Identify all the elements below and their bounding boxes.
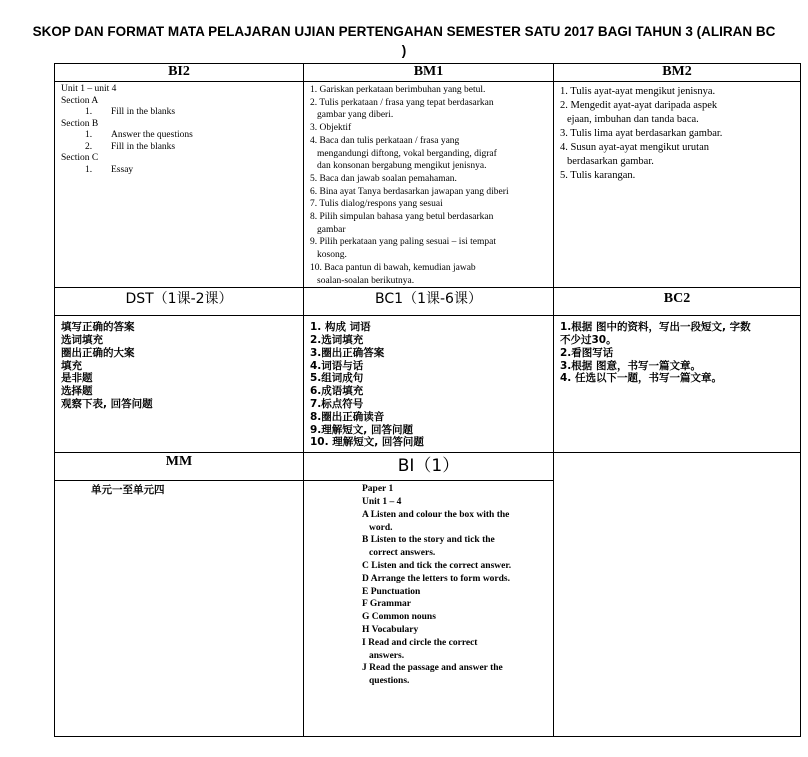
- bc1-line: 7.标点符号: [310, 398, 364, 411]
- dst-line: 选择题: [61, 385, 93, 398]
- cell-mm: [55, 481, 304, 737]
- bm2-line: 1. Tulis ayat-ayat mengikut jenisnya.: [560, 86, 716, 97]
- title-line-1: SKOP DAN FORMAT MATA PELAJARAN UJIAN PERTENGAHAN SEMESTER SATU 2017 BAGI TAHUN 3 (ALIRAN BC: [32, 24, 776, 39]
- bm1-line: kosong.: [317, 250, 347, 261]
- bc1-line: 6.成语填充: [310, 385, 364, 398]
- bi1-line: G Common nouns: [362, 612, 436, 623]
- dst-line: 选词填充: [61, 334, 103, 347]
- bc1-line: 8.圈出正确读音: [310, 410, 385, 423]
- bm2-line: 4. Susun ayat-ayat mengikut urutan: [560, 142, 710, 153]
- dst-line: 观察下表, 回答问题: [61, 398, 153, 411]
- bi2-section-a: Section A: [61, 95, 99, 106]
- bm1-line: 3. Objektif: [310, 123, 352, 134]
- mm-text: 单元一至单元四: [91, 484, 165, 497]
- bc2-line: 不少过30。: [560, 334, 617, 347]
- bc1-line: 10. 理解短文, 回答问题: [310, 436, 424, 449]
- title-line-2: ): [401, 43, 407, 58]
- bc1-line: 1. 构成 词语: [310, 321, 371, 334]
- bc2-line: 1.根据 图中的资料，写出一段短文, 字数: [560, 321, 751, 334]
- bc1-line: 9.理解短文, 回答问题: [310, 423, 413, 436]
- bi1-line: Paper 1: [362, 484, 394, 495]
- bi2-item: 1. Fill in the blanks: [85, 107, 176, 117]
- bi2-unit: Unit 1 – unit 4: [61, 84, 117, 94]
- bc1-line: 4.词语与话: [310, 359, 364, 372]
- bm1-line: 9. Pilih perkataan yang paling sesuai – isi tempat: [310, 237, 497, 248]
- header-bi2: BI2: [55, 64, 304, 82]
- bi1-line: C Listen and tick the correct answer.: [362, 561, 512, 572]
- bm2-line: ejaan, imbuhan dan tanda baca.: [567, 114, 699, 125]
- dst-line: 圈出正确的大案: [61, 346, 135, 359]
- bc1-line: 5.组词成句: [310, 372, 364, 385]
- bm1-line: 4. Baca dan tulis perkataan / frasa yang: [310, 135, 460, 146]
- bi2-section-b: Section B: [61, 118, 99, 129]
- bm1-line: dan konsonan bergabung mengikut jenisnya.: [317, 161, 487, 172]
- bm2-line: berdasarkan gambar.: [567, 156, 654, 167]
- bm1-line: soalan-soalan berikutnya.: [317, 275, 415, 286]
- bc2-line: 3.根据 图意，书写一篇文章。: [560, 359, 701, 372]
- cell-bi1: [304, 481, 554, 737]
- bm1-line: 6. Bina ayat Tanya berdasarkan jawapan yang diberi: [310, 186, 509, 197]
- bi1-line: Unit 1 – 4: [362, 497, 402, 508]
- bi1-line: H Vocabulary: [362, 625, 419, 636]
- header-bm2: BM2: [554, 64, 801, 82]
- bm1-line: 2. Tulis perkataan / frasa yang tepat berdasarkan: [310, 97, 494, 108]
- header-dst: DST（1课-2课）: [55, 288, 304, 316]
- cell-bm2: [554, 82, 801, 288]
- cell-bc2: [554, 316, 801, 453]
- dst-line: 填充: [61, 359, 82, 372]
- bm2-line: 3. Tulis lima ayat berdasarkan gambar.: [560, 128, 723, 139]
- bm1-line: gambar: [317, 224, 346, 235]
- bi1-line: answers.: [369, 650, 405, 661]
- header-bm1: BM1: [304, 64, 554, 82]
- cell-empty: [554, 453, 801, 737]
- bi1-line: D Arrange the letters to form words.: [362, 573, 510, 584]
- dst-line: 是非题: [61, 372, 93, 385]
- bc1-line: 3.圈出正确答案: [310, 346, 385, 359]
- bm2-line: 5. Tulis karangan.: [560, 170, 636, 181]
- bm1-line: 7. Tulis dialog/respons yang sesuai: [310, 199, 443, 210]
- bi1-line: I Read and circle the correct: [362, 637, 478, 648]
- header-bc1: BC1（1课-6课）: [304, 288, 554, 316]
- bi1-line: questions.: [369, 676, 410, 687]
- bm1-line: mengandungi diftong, vokal berganding, digraf: [317, 148, 497, 159]
- bm1-line: gambar yang diberi.: [317, 110, 394, 121]
- header-mm: MM: [55, 453, 304, 481]
- bc1-line: 2.选词填充: [310, 334, 364, 347]
- bm1-line: 10. Baca pantun di bawah, kemudian jawab: [310, 262, 476, 273]
- header-bi1: BI（1）: [304, 453, 554, 481]
- bm2-line: 2. Mengedit ayat-ayat daripada aspek: [560, 100, 718, 111]
- cell-dst: [55, 316, 304, 453]
- bi1-line: A Listen and colour the box with the: [362, 509, 510, 520]
- bm1-line: 1. Gariskan perkataan berimbuhan yang betul.: [310, 85, 486, 95]
- cell-bm1: [304, 82, 554, 288]
- bi2-section-c: Section C: [61, 153, 99, 163]
- bi2-item: 1. Essay: [85, 164, 134, 175]
- bm1-line: 8. Pilih simpulan bahasa yang betul berdasarkan: [310, 212, 494, 223]
- dst-line: 填写正确的答案: [61, 321, 135, 334]
- bi1-line: F Grammar: [362, 599, 411, 610]
- header-bc2: BC2: [554, 288, 801, 316]
- document-title: [8, 22, 800, 60]
- bi1-line: E Punctuation: [362, 586, 421, 597]
- scope-table: [54, 63, 801, 737]
- bi2-item: 2. Fill in the blanks: [85, 141, 176, 152]
- cell-bi2: [55, 82, 304, 288]
- bc2-line: 2.看图写话: [560, 346, 614, 359]
- bi1-line: B Listen to the story and tick the: [362, 535, 495, 546]
- bi1-line: J Read the passage and answer the: [362, 663, 503, 674]
- bi2-item: 1. Answer the questions: [85, 130, 193, 140]
- cell-bc1: [304, 316, 554, 453]
- bi1-line: word.: [369, 522, 393, 533]
- bc2-line: 4. 任选以下一题，书写一篇文章。: [560, 372, 722, 385]
- bi1-line: correct answers.: [369, 548, 436, 559]
- bm1-line: 5. Baca dan jawab soalan pemahaman.: [310, 173, 457, 184]
